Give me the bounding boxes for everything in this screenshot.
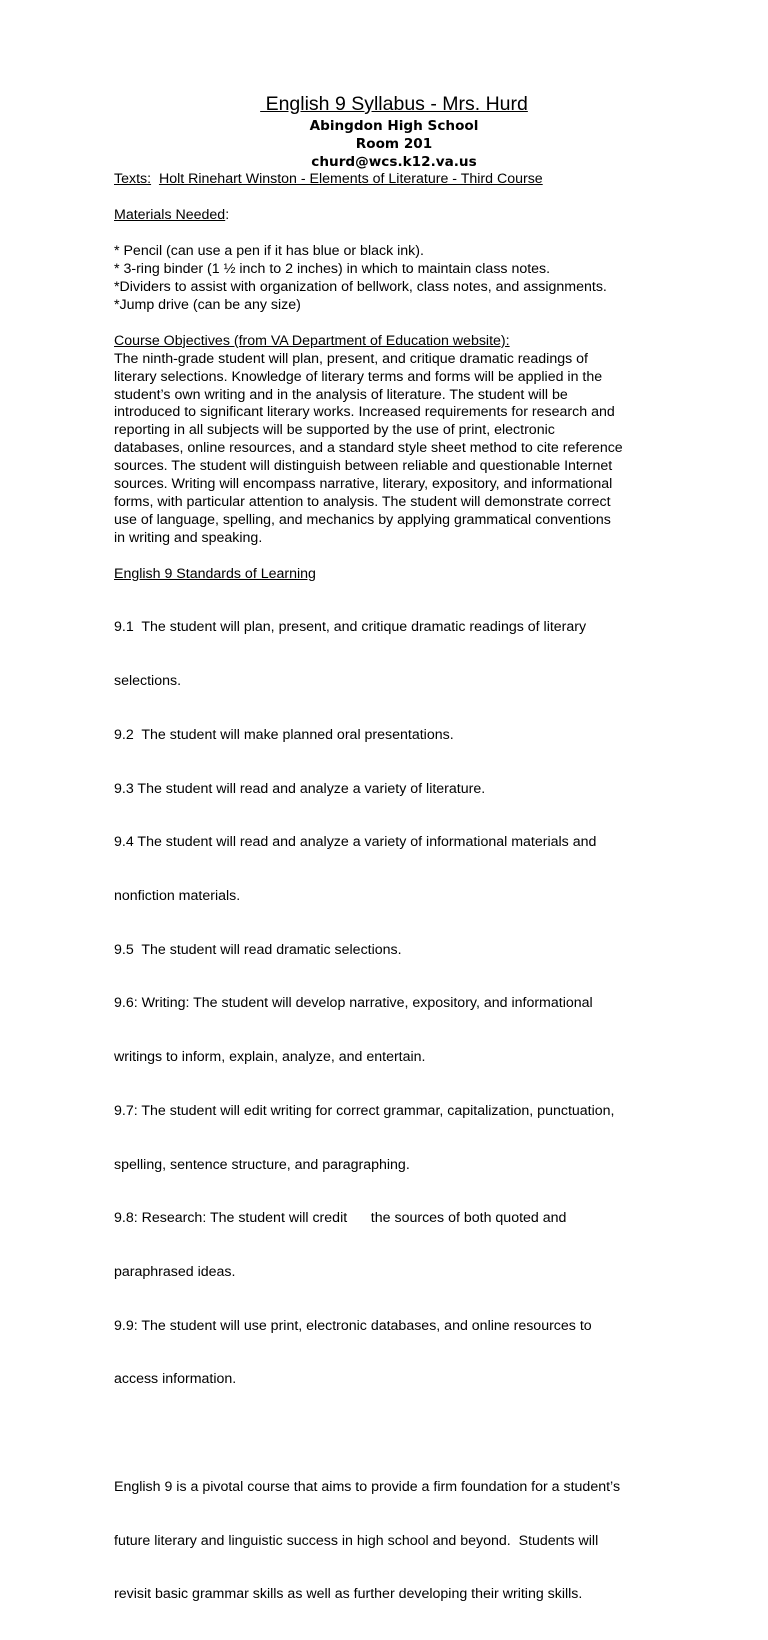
standard-line: nonfiction materials. [114, 888, 241, 905]
paragraph-line: revisit basic grammar skills as well as further developing their writing skills. [114, 1586, 583, 1603]
school-name: Abingdon High School [309, 118, 479, 134]
title-text: English 9 Syllabus - Mrs. Hurd [260, 93, 528, 115]
paragraph-line: The ninth-grade student will plan, present, and critique dramatic readings of [114, 350, 588, 367]
standard-line: access information. [114, 1371, 237, 1388]
closing-paragraph [114, 1443, 674, 1640]
objectives-paragraph [114, 351, 674, 548]
standards-list [114, 584, 674, 1426]
paragraph-line: sources. Writing will encompass narrative, literary, expository, and informational [114, 476, 613, 493]
paragraph-line: future literary and linguistic success in high school and beyond. Students will [114, 1532, 599, 1549]
list-item: *Jump drive (can be any size) [114, 296, 301, 313]
standard-line: 9.6: Writing: The student will develop narrative, expository, and informational [114, 995, 593, 1012]
paragraph-line: literary selections. Knowledge of literary terms and forms will be applied in the [114, 368, 603, 385]
paragraph-line: forms, with particular attention to analysis. The student will demonstrate correct [114, 493, 611, 510]
standard-line: 9.5 The student will read dramatic selections. [114, 941, 402, 958]
texts-line [114, 171, 674, 189]
standard-line: 9.4 The student will read and analyze a variety of informational materials and [114, 834, 597, 851]
objectives-heading: Course Objectives (from VA Department of Education website): [114, 332, 510, 349]
standard-line: 9.9: The student will use print, electronic databases, and online resources to [114, 1317, 592, 1334]
texts-label: Texts: [114, 171, 152, 188]
standard-line: writings to inform, explain, analyze, and entertain. [114, 1049, 426, 1066]
standard-line: spelling, sentence structure, and paragraphing. [114, 1156, 410, 1173]
standard-line: paraphrased ideas. [114, 1264, 236, 1281]
standard-line: 9.8: Research: The student will credit the sources of both quoted and [114, 1210, 567, 1227]
list-item: * 3-ring binder (1 ½ inch to 2 inches) in which to maintain class notes. [114, 261, 551, 278]
materials-heading [114, 207, 674, 225]
standard-line: 9.3 The student will read and analyze a variety of literature. [114, 780, 486, 797]
standard-line: 9.1 The student will plan, present, and critique dramatic readings of literary [114, 619, 587, 636]
standard-line: 9.7: The student will edit writing for correct grammar, capitalization, punctuation, [114, 1102, 615, 1119]
teacher-email: churd@wcs.k12.va.us [311, 153, 477, 170]
materials-heading-text: Materials Needed [114, 207, 226, 224]
list-item: * Pencil (can use a pen if it has blue or black ink). [114, 243, 424, 260]
standard-line: 9.2 The student will make planned oral presentations. [114, 726, 454, 743]
texts-value: Holt Rinehart Winston - Elements of Literature - Third Course [158, 171, 543, 188]
room-number: Room 201 [355, 135, 433, 152]
materials-heading-colon: : [225, 207, 230, 224]
paragraph-line: introduced to significant literary works. Increased requirements for research and [114, 404, 615, 421]
syllabus-page [114, 92, 674, 1640]
paragraph-line: English 9 is a pivotal course that aims to provide a firm foundation for a student’s [114, 1479, 621, 1496]
standards-heading: English 9 Standards of Learning [114, 565, 316, 582]
paragraph-line: sources. The student will distinguish between reliable and questionable Internet [114, 458, 613, 475]
paragraph-line: in writing and speaking. [114, 529, 263, 546]
paragraph-line: use of language, spelling, and mechanics by applying grammatical conventions [114, 511, 611, 528]
paragraph-line: student’s own writing and in the analysis of literature. The student will be [114, 386, 568, 403]
materials-list [114, 243, 674, 315]
paragraph-line: reporting in all subjects will be supported by the use of print, electronic [114, 422, 555, 439]
page-title [114, 92, 674, 116]
paragraph-line: databases, online resources, and a standard style sheet method to cite reference [114, 440, 623, 457]
list-item: *Dividers to assist with organization of bellwork, class notes, and assignments. [114, 279, 607, 296]
standard-line: selections. [114, 673, 182, 690]
